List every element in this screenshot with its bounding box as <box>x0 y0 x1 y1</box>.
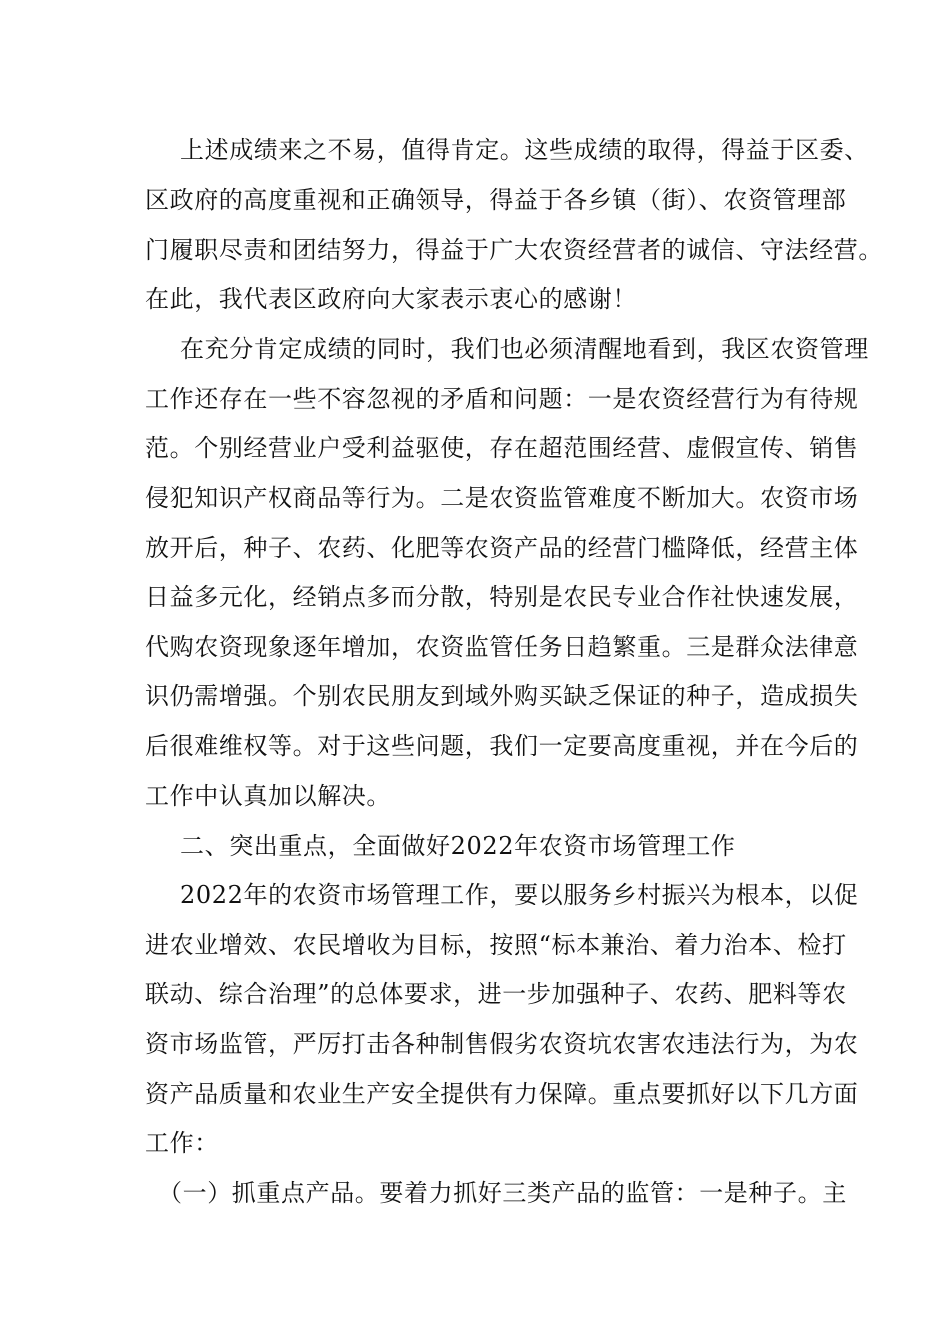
text-line-7: 范。个别经营业户受利益驱使，存在超范围经营、虚假宣传、销售 <box>145 434 859 462</box>
text-line-18: 联动、综合治理”的总体要求，进一步加强种子、农药、肥料等农 <box>145 980 847 1008</box>
text-line-20: 资产品质量和农业生产安全提供有力保障。重点要抓好以下几方面 <box>145 1080 859 1108</box>
text-line-5: 在充分肯定成绩的同时，我们也必须清醒地看到，我区农资管理 <box>180 335 869 363</box>
text-line-22: （一）抓重点产品。要着力抓好三类产品的监管：一是种子。主 <box>158 1179 847 1207</box>
text-line-9: 放开后，种子、农药、化肥等农资产品的经营门槛降低，经营主体 <box>145 534 859 562</box>
text-line-16: 2022年的农资市场管理工作，要以服务乡村振兴为根本，以促 <box>180 881 859 909</box>
text-line-1: 上述成绩来之不易，值得肯定。这些成绩的取得，得益于区委、 <box>180 136 869 164</box>
text-line-10: 日益多元化，经销点多而分散，特别是农民专业合作社快速发展， <box>145 583 859 611</box>
text-line-2: 区政府的高度重视和正确领导，得益于各乡镇（街）、农资管理部 <box>145 186 847 214</box>
section-heading: 二、突出重点，全面做好2022年农资市场管理工作 <box>180 832 736 860</box>
text-line-6: 工作还存在一些不容忽视的矛盾和问题：一是农资经营行为有待规 <box>145 385 859 413</box>
text-line-12: 识仍需增强。个别农民朋友到域外购买缺乏保证的种子，造成损失 <box>145 682 859 710</box>
text-line-13: 后很难维权等。对于这些问题，我们一定要高度重视，并在今后的 <box>145 732 859 760</box>
text-line-17: 进农业增效、农民增收为目标，按照“标本兼治、着力治本、检打 <box>145 931 847 959</box>
text-line-4: 在此，我代表区政府向大家表示衷心的感谢！ <box>145 285 637 313</box>
text-line-14: 工作中认真加以解决。 <box>145 782 391 810</box>
text-line-19: 资市场监管，严厉打击各种制售假劣农资坑农害农违法行为，为农 <box>145 1030 859 1058</box>
text-line-11: 代购农资现象逐年增加，农资监管任务日趋繁重。三是群众法律意 <box>145 633 859 661</box>
text-line-8: 侵犯知识产权商品等行为。二是农资监管难度不断加大。农资市场 <box>145 484 859 512</box>
text-line-21: 工作： <box>145 1129 219 1157</box>
text-line-3: 门履职尽责和团结努力，得益于广大农资经营者的诚信、守法经营。 <box>145 236 883 264</box>
